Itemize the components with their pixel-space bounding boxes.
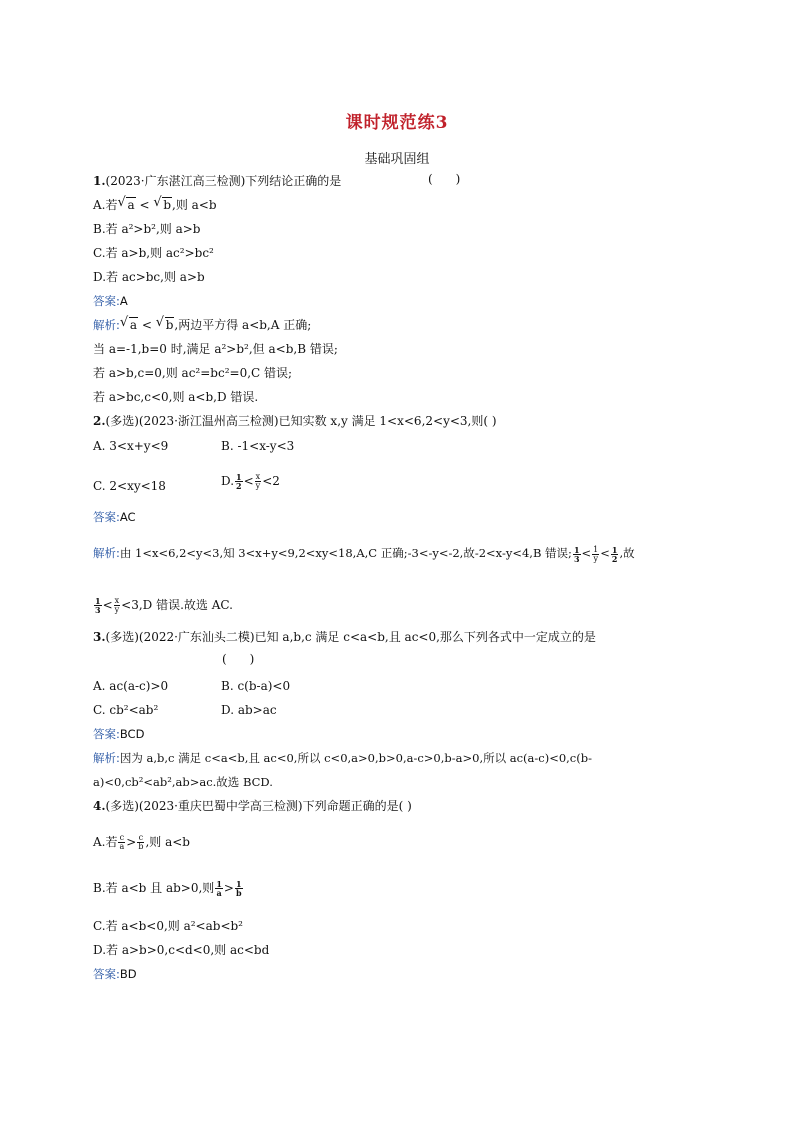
q3-stem-line: 3.(多选)(2022·广东汕头二模)已知 a,b,c 满足 c<a<b,且 ac<0,那么下列各式中一定成立的是: [93, 630, 596, 644]
sqrt-a: √ a: [117, 195, 135, 212]
q1-stem: (2023·广东湛江高三检测)下列结论正确的是: [105, 174, 342, 188]
page-title: 课时规范练3: [345, 113, 449, 133]
q3-stem: (多选)(2022·广东汕头二模)已知 a,b,c 满足 c<a<b,且 ac<0,那么下列各式中一定成立的是: [105, 630, 596, 644]
q2-answer: 答案:AC: [93, 510, 136, 524]
q1-option-a: A.若 √ a < √ b,则 a<b: [93, 195, 217, 212]
sqrt-b: √ b: [153, 195, 172, 212]
q4-option-a: A.若 $\frac{c}{a}$ > $\frac{c}{b}$ ,则 a<b: [93, 833, 190, 851]
q3-option-d: D. ab>ac: [221, 703, 277, 717]
q3-option-a: A. ac(a-c)>0: [93, 679, 169, 693]
q1-option-b: B.若 a²>b²,则 a>b: [93, 222, 201, 236]
q3-option-b: B. c(b-a)<0: [221, 679, 291, 693]
q1-solution-line3: 若 a>b,c=0,则 ac²=bc²=0,C 错误;: [93, 366, 293, 380]
q1-stem-line: [93, 172, 341, 190]
q1-solution-line4: 若 a>bc,c<0,则 a<b,D 错误.: [93, 390, 259, 404]
q4-stem-line: 4.(多选)(2023·重庆巴蜀中学高三检测)下列命题正确的是( ): [93, 799, 412, 813]
q3-answer: 答案:BCD: [93, 727, 145, 741]
q2-stem: (多选)(2023·浙江温州高三检测)已知实数 x,y 满足 1<x<6,2<y<3,则( ): [105, 414, 497, 428]
q4-option-d: D.若 a>b>0,c<d<0,则 ac<bd: [93, 943, 270, 957]
q2-stem-line: 2.(多选)(2023·浙江温州高三检测)已知实数 x,y 满足 1<x<6,2<y<3,则( ): [93, 414, 497, 428]
q3-option-c: C. cb²<ab²: [93, 703, 159, 717]
q3-bracket: ( ): [222, 652, 255, 666]
q2-solution-line1: 解析:由 1<x<6,2<y<3,知 3<x+y<9,2<xy<18,A,C 正确;-3<-y<-2,故-2<x-y<4,B 错误; $\frac{1}{3}$ < $\frac{1}{y}$ < $\frac{1}{2}$ ,故: [93, 544, 635, 564]
section-title: 基础巩固组: [364, 152, 430, 167]
q2-option-b: B. -1<x-y<3: [221, 439, 295, 453]
q1-solution-line1: 解析: √ a < √ b,两边平方得 a<b,A 正确;: [93, 315, 312, 332]
q4-option-c: C.若 a<b<0,则 a²<ab<b²: [93, 919, 243, 933]
q4-stem: (多选)(2023·重庆巴蜀中学高三检测)下列命题正确的是( ): [105, 799, 412, 813]
q1-number: 1.: [93, 174, 106, 188]
q2-option-a: A. 3<x+y<9: [93, 439, 169, 453]
q1-bracket: ( ): [428, 172, 461, 186]
q2-option-d: D. $\frac{1}{2}$ < $\frac{x}{y}$ <2: [221, 472, 280, 491]
q2-solution-line2: $\frac{1}{3}$ < $\frac{x}{y}$ <3,D 错误.故选 AC.: [95, 596, 233, 615]
q1-option-d: D.若 ac>bc,则 a>b: [93, 270, 205, 284]
q4-answer: 答案:BD: [93, 967, 137, 981]
q4-option-b: B.若 a<b 且 ab>0,则 $\frac{1}{a}$ > $\frac{1}{b}$: [93, 879, 242, 898]
q1-solution-line2: 当 a=-1,b=0 时,满足 a²>b²,但 a<b,B 错误;: [93, 342, 338, 356]
q1-answer: 答案:A: [93, 294, 128, 308]
q1-option-c: C.若 a>b,则 ac²>bc²: [93, 246, 214, 260]
q3-solution-line2: a)<0,cb²<ab²,ab>ac.故选 BCD.: [93, 775, 273, 789]
q2-option-c: C. 2<xy<18: [93, 479, 166, 493]
q3-solution-line1: 解析:因为 a,b,c 满足 c<a<b,且 ac<0,所以 c<0,a>0,b>0,a-c>0,b-a>0,所以 ac(a-c)<0,c(b-: [93, 751, 592, 765]
